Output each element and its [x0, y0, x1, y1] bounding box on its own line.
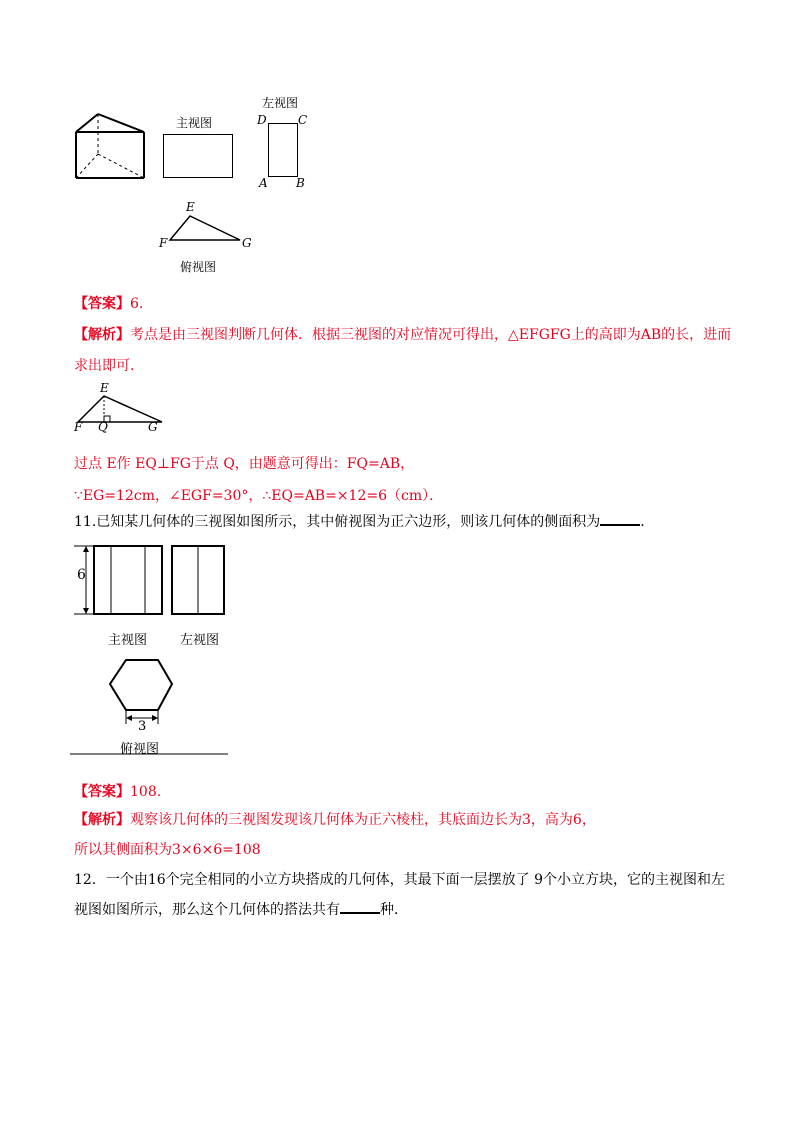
front-view-label-q10: 主视图 — [176, 116, 213, 130]
question-11-text: 11.已知某几何体的三视图如图所示，其中俯视图为正六边形，则该几何体的侧面积为 — [74, 514, 601, 530]
small-point-g: G — [148, 420, 158, 434]
point-f-label: F — [159, 236, 168, 250]
answer-q11 — [74, 782, 161, 802]
analysis-text: 观察该几何体的三视图发现该几何体为正六棱柱，其底面边长为3，高为6， — [130, 812, 596, 828]
question-11-end: . — [640, 514, 645, 530]
question-12-line2 — [74, 900, 408, 920]
analysis-q10-line1 — [74, 325, 731, 345]
point-c-label: C — [298, 113, 308, 127]
top-view-label-q10: 俯视图 — [180, 260, 217, 274]
answer-value: 108. — [130, 784, 162, 800]
small-point-q: Q — [98, 420, 108, 434]
answer-blank-q12 — [340, 900, 380, 914]
analysis-q11-line1 — [74, 810, 596, 830]
small-point-f: F — [74, 420, 83, 434]
point-b-label: B — [296, 176, 305, 190]
analysis-q10-line4: ∵EG=12cm，∠EGF=30°，∴EQ=AB=×12=6（cm）． — [74, 488, 444, 504]
front-view-label-q11: 主视图 — [108, 633, 148, 648]
point-d-label: D — [257, 113, 267, 127]
answer-tag: 【答案】 — [74, 296, 130, 312]
question-12-end: 种． — [380, 902, 408, 918]
point-e-label: E — [186, 200, 195, 214]
side-dimension-label: 3 — [138, 719, 147, 734]
small-point-e: E — [100, 381, 109, 395]
answer-tag: 【答案】 — [74, 784, 130, 800]
front-view-rect-q10 — [163, 134, 233, 178]
question-11 — [74, 512, 645, 532]
left-view-rect-q10 — [268, 123, 298, 177]
figure-q10-triangle-with-height — [74, 388, 184, 438]
question-12-text: 视图如图所示，那么这个几何体的搭法共有 — [74, 902, 340, 918]
left-view-label-q11: 左视图 — [180, 633, 220, 648]
answer-blank-q11 — [600, 512, 640, 526]
answer-q10 — [74, 294, 143, 314]
point-a-label: A — [259, 176, 268, 190]
point-g-label: G — [242, 236, 252, 250]
top-view-label-q11: 俯视图 — [120, 742, 160, 757]
height-dimension-label: 6 — [77, 567, 86, 583]
analysis-q10-line3: 过点 E作 EQ⊥FG于点 Q，由题意可得出：FQ=AB， — [74, 456, 415, 472]
analysis-tag: 【解析】 — [74, 812, 130, 828]
question-12-line1: 12．一个由16个完全相同的小立方块搭成的几何体，其最下面一层摆放了 9个小立方块，它的主视图和左 — [74, 872, 725, 888]
answer-value: 6. — [130, 296, 144, 312]
analysis-q11-line2: 所以其侧面积为3×6×6=108 — [74, 842, 261, 858]
left-view-label-q10: 左视图 — [262, 96, 299, 110]
analysis-q10-line2: 求出即可． — [74, 358, 144, 374]
analysis-text: 考点是由三视图判断几何体．根据三视图的对应情况可得出，△EFGFG上的高即为AB的长，进而 — [130, 327, 732, 343]
analysis-tag: 【解析】 — [74, 327, 130, 343]
